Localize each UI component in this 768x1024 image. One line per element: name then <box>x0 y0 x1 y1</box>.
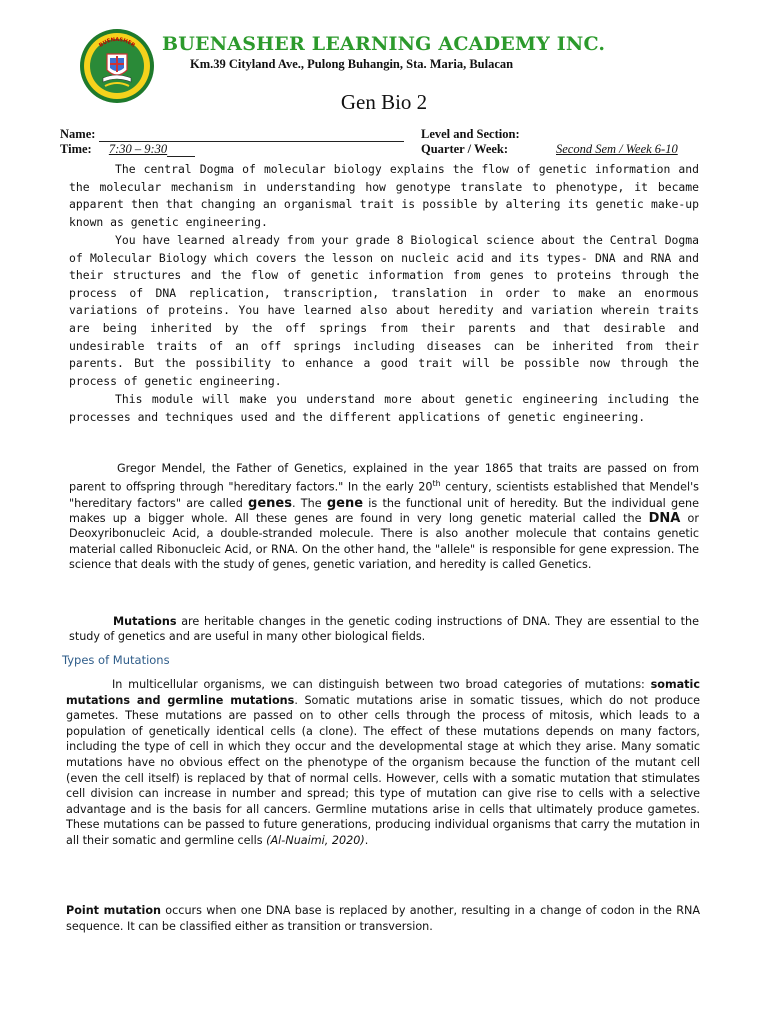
level-label: Level and Section <box>421 127 516 141</box>
time-field: Time: 7:30 – 9:30 <box>60 142 195 157</box>
time-value: 7:30 – 9:30 <box>108 142 168 156</box>
types-of-mutations-heading: Types of Mutations <box>62 653 170 667</box>
subject-title: Gen Bio 2 <box>340 90 428 114</box>
intro-paragraph-1: The central Dogma of molecular biology explains the flow of genetic information and the molecular mechanism in understanding how genotype translate to phenotype, it became apparent then that changing an organismal trait is possible by altering its genetic make-up known as genetic engineering. <box>69 162 699 229</box>
name-label: Name <box>60 127 92 141</box>
mendel-paragraph: Gregor Mendel, the Father of Genetics, explained in the year 1865 that traits are passed on from parent to offspring through "hereditary factors." In the early 20th century, scientists established that Mendel's "hereditary factors" are called genes. The gene is the functional unit of heredity. But the individual gene makes up a bigger whole. All these genes are found in very long genetic material called the DNA or Deoxyribonucleic Acid, a double-stranded molecule. There is also another molecule that contains genetic material called Ribonucleic Acid, or RNA. On the other hand, the "allele" is responsible for gene expression. The science that deals with the study of genes, genetic variation, and heredity is called Genetics. <box>69 462 699 572</box>
quarter-field: Quarter / Week: <box>421 142 509 156</box>
school-address: Km.39 Cityland Ave., Pulong Buhangin, Sta. Maria, Bulacan <box>190 57 514 71</box>
point-mutation-paragraph: Point mutation occurs when one DNA base is replaced by another, resulting in a change of codon in the RNA sequence. It can be classified either as transition or transversion. <box>66 904 700 933</box>
name-field: Name: <box>60 127 404 142</box>
intro-paragraph-3: This module will make you understand more about genetic engineering including the processes and techniques used and the different applications of genetic engineering. <box>69 392 699 424</box>
quarter-value: Second Sem / Week 6-10 <box>556 142 678 156</box>
quarter-label: Quarter / Week <box>421 142 504 156</box>
mutations-paragraph: Mutations are heritable changes in the genetic coding instructions of DNA. They are essential to the study of genetics and are useful in many other biological fields. <box>69 615 699 644</box>
intro-paragraph-2: You have learned already from your grade 8 Biological science about the Central Dogma of Molecular Biology which covers the lesson on nucleic acid and its types- DNA and RNA and their structures and the flow of genetic information from genes to proteins through the process of DNA replication, transcription, translation in order to make an enormous variations of proteins. You have learned also about heredity and variation wherein traits are being inherited by the off springs from their parents and that desirable and undesirable traits of an off springs including diseases can be inherited from their parents. But the possibility to enhance a good trait will be possible now through the process of genetic engineering. <box>69 233 699 388</box>
time-label: Time <box>60 142 88 156</box>
name-blank <box>99 129 404 142</box>
somatic-germline-paragraph: In multicellular organisms, we can distinguish between two broad categories of mutations: somatic mutations and germline mutations. Somatic mutations arise in somatic tissues, which do not produce gametes. These mutations are passed on to other cells through the process of mitosis, which leads to a population of genetically identical cells (a clone). The effect of these mutations depends on many factors, including the type of cell in which they occur and the developmental stage at which they arise. Many somatic mutations have no obvious effect on the phenotype of the organism because the function of the mutant cell (even the cell itself) is replaced by that of normal cells. However, cells with a somatic mutation that stimulates cell division can increase in number and spread; this type of mutation can give rise to cells with a selective advantage and is the basis for all cancers. Germline mutations arise in cells that ultimately produce gametes. These mutations can be passed to future generations, producing individual organisms that carry the mutation in all their somatic and germline cells (Al-Nuaimi, 2020). <box>66 678 700 847</box>
logo-text: BUENASHER <box>98 36 136 49</box>
level-field: Level and Section: <box>421 127 520 141</box>
school-name: BUENASHER LEARNING ACADEMY INC. <box>162 33 606 55</box>
